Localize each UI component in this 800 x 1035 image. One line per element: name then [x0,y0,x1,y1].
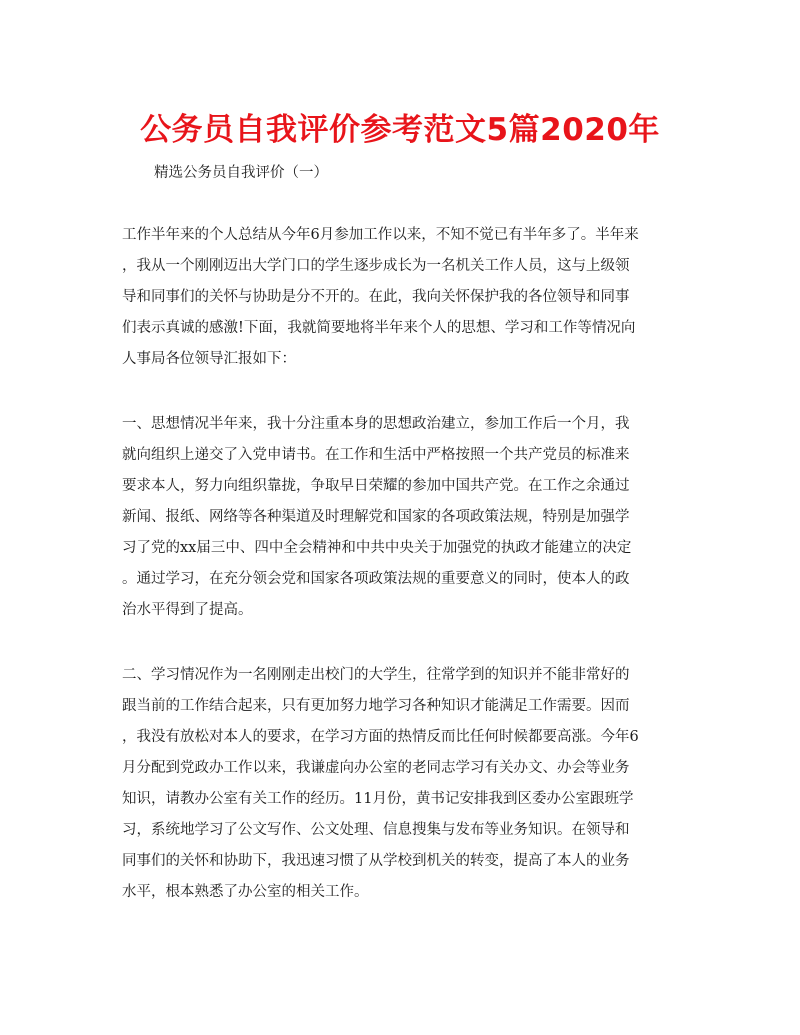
paragraph-line: 同事们的关怀和协助下，我迅速习惯了从学校到机关的转变，提高了本人的业务 [122,853,630,869]
document-title: 公务员自我评价参考范文5篇2020年 [140,112,660,148]
paragraph-line: 二、学习情况作为一名刚刚走出校门的大学生，往常学到的知识并不能非常好的 [122,667,630,683]
paragraph-line: 就向组织上递交了入党申请书。在工作和生活中严格按照一个共产党员的标准来 [122,447,630,463]
paragraph-line: 治水平得到了提高。 [122,602,253,618]
paragraph-line: 一、思想情况半年来，我十分注重本身的思想政治建立，参加工作后一个月，我 [122,416,630,432]
paragraph-line: ，我从一个刚刚迈出大学门口的学生逐步成长为一名机关工作人员，这与上级领 [122,258,630,274]
paragraph-line: ，我没有放松对本人的要求，在学习方面的热情反而比任何时候都要高涨。今年6 [122,729,639,745]
paragraph-study [122,660,678,908]
paragraph-line: 水平，根本熟悉了办公室的相关工作。 [122,884,369,900]
paragraph-line: 人事局各位领导汇报如下： [122,351,296,367]
paragraph-intro [122,220,678,375]
paragraph-line: 要求本人，努力向组织靠拢，争取早日荣耀的参加中国共产党。在工作之余通过 [122,478,630,494]
paragraph-line: 跟当前的工作结合起来，只有更加努力地学习各种知识才能满足工作需要。因而 [122,698,630,714]
paragraph-line: 工作半年来的个人总结从今年6月参加工作以来，不知不觉已有半年多了。半年来 [122,227,639,243]
document-body [122,220,678,942]
paragraph-line: 们表示真诚的感激!下面，我就简要地将半年来个人的思想、学习和工作等情况向 [122,320,636,336]
paragraph-line: 习了党的xx届三中、四中全会精神和中共中央关于加强党的执政才能建立的决定 [122,540,632,556]
paragraph-line: 月分配到党政办工作以来，我谦虚向办公室的老同志学习有关办文、办会等业务 [122,760,630,776]
paragraph-line: 。通过学习，在充分领会党和国家各项政策法规的重要意义的同时，使本人的政 [122,571,630,587]
paragraph-line: 新闻、报纸、网络等各种渠道及时理解党和国家的各项政策法规，特别是加强学 [122,509,630,525]
paragraph-line: 知识，请教办公室有关工作的经历。11月份，黄书记安排我到区委办公室跟班学 [122,791,634,807]
document-subtitle: 精选公务员自我评价（一） [154,165,328,181]
paragraph-line: 导和同事们的关怀与协助是分不开的。在此，我向关怀保护我的各位领导和同事 [122,289,630,305]
paragraph-line: 习，系统地学习了公文写作、公文处理、信息搜集与发布等业务知识。在领导和 [122,822,630,838]
paragraph-thought [122,409,678,626]
